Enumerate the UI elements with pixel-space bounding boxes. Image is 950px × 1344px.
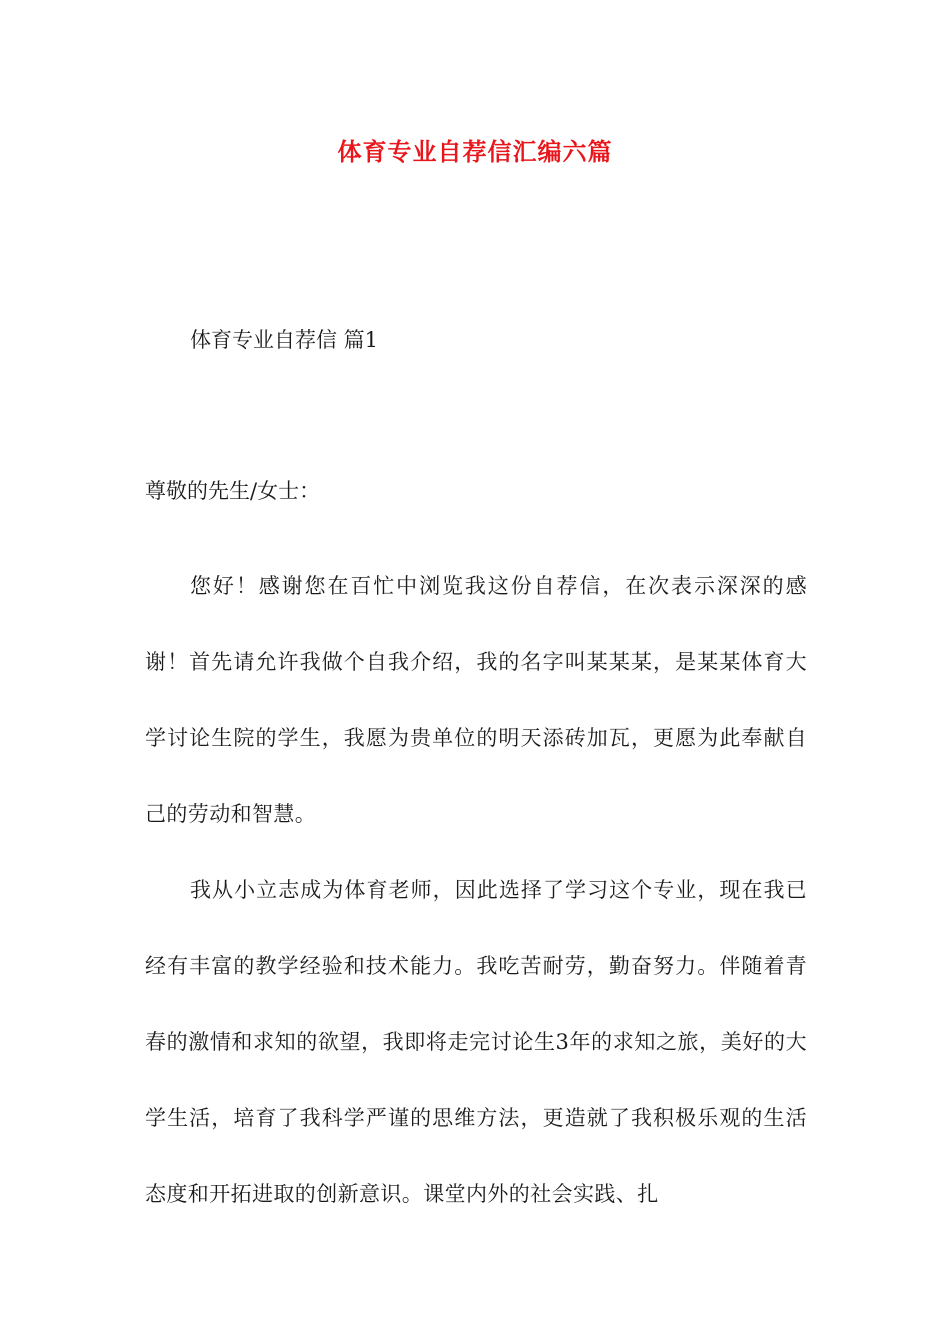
salutation: 尊敬的先生/女士： bbox=[145, 479, 321, 503]
paragraph-background: 我从小立志成为体育老师，因此选择了学习这个专业，现在我已经有丰富的教学经验和技术能力。我吃苦耐劳，勤奋努力。伴随着青春的激情和求知的欲望，我即将走完讨论生3年的求知之旅，美好的大学生活，培育了我科学严谨的思维方法，更造就了我积极乐观的生活态度和开拓进取的创新意识。课堂内外的社会实践、扎 bbox=[145, 878, 807, 1206]
section-heading: 体育专业自荐信 篇1 bbox=[190, 328, 379, 352]
paragraph-greeting: 您好！感谢您在百忙中浏览我这份自荐信，在次表示深深的感谢！首先请允许我做个自我介绍，我的名字叫某某某，是某某体育大学讨论生院的学生，我愿为贵单位的明天添砖加瓦，更愿为此奉献自己的劳动和智慧。 bbox=[145, 574, 807, 826]
document-title: 体育专业自荐信汇编六篇 bbox=[337, 137, 613, 166]
letter-body bbox=[145, 472, 807, 1232]
